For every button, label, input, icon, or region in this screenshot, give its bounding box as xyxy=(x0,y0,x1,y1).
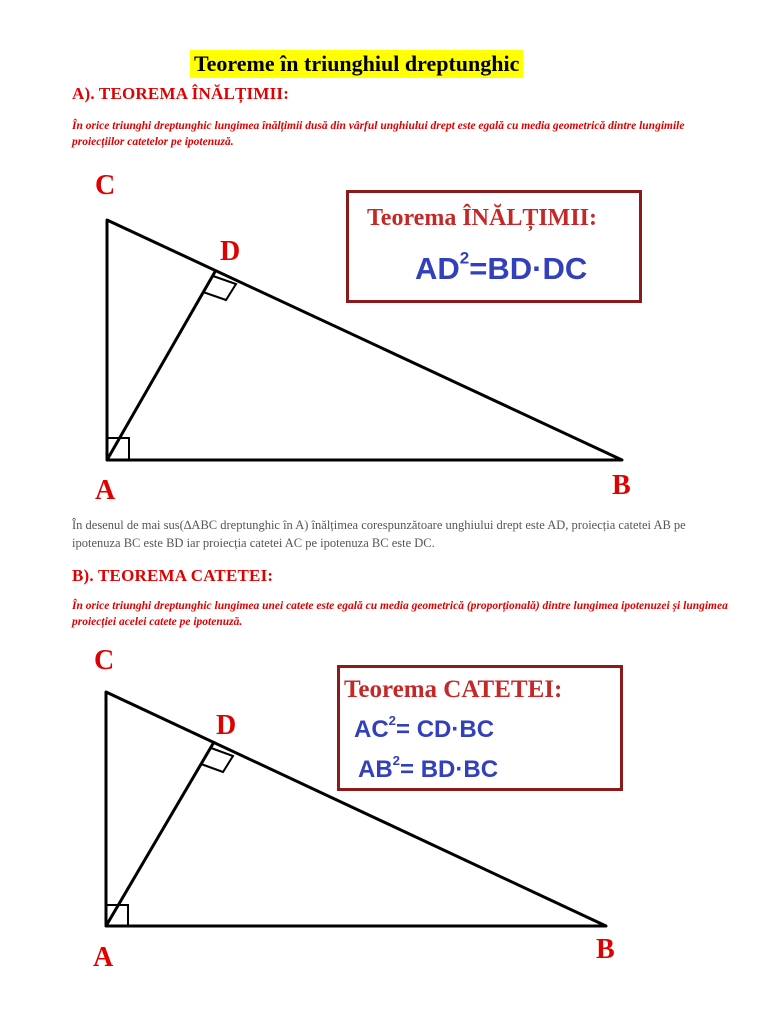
formula-b2-rhs: = BD·BC xyxy=(400,756,499,783)
formula-b1-lhs: AC xyxy=(354,716,389,743)
vertex-d-b: D xyxy=(216,710,237,741)
vertex-c-b: C xyxy=(94,645,115,676)
section-b-statement: În orice triunghi dreptunghic lungimea unei catete este egală cu media geometrică (proporțională) dintre lungimea ipotenuzei și lungimea proiecției acelei catete pe ipotenuză. xyxy=(72,600,728,628)
vertex-b-b: B xyxy=(596,934,615,965)
section-b-heading: B). TEOREMA CATETEI: xyxy=(72,566,274,585)
formula-a-lhs: AD xyxy=(415,251,460,286)
vertex-a-a: A xyxy=(95,475,116,506)
formula-a-exp: 2 xyxy=(459,248,470,268)
formula-b2-lhs: AB xyxy=(358,756,393,783)
formula-b2-exp: 2 xyxy=(392,753,401,769)
formula-b1-rhs: = CD·BC xyxy=(396,716,495,743)
box-title-a: Teorema ÎNĂLȚIMII: xyxy=(367,205,598,231)
vertex-b-a: B xyxy=(612,470,631,501)
right-angle-d-b xyxy=(201,748,233,772)
page-title: Teoreme în triunghiul dreptunghic xyxy=(190,50,523,78)
formula-a-rhs: =BD·DC xyxy=(469,251,588,286)
formula-b1 xyxy=(354,713,495,744)
vertex-c-a: C xyxy=(95,170,116,201)
section-a-heading: A). TEOREMA ÎNĂLȚIMII: xyxy=(72,84,290,103)
vertex-d-a: D xyxy=(220,236,241,267)
section-a-statement: În orice triunghi dreptunghic lungimea înălțimii dusă din vârful unghiului drept este egală cu media geometrică dintre lungimile proiecțiilor catetelor pe ipotenuză. xyxy=(72,120,685,148)
formula-b1-exp: 2 xyxy=(388,713,397,729)
altitude-ad-b xyxy=(106,742,214,926)
box-title-b: Teorema CATETEI: xyxy=(344,676,563,703)
section-a-description: În desenul de mai sus(∆ABC dreptunghic în A) înălțimea corespunzătoare unghiului drept este AD, proiecția catetei AB pe ipotenuza BC este BD iar proiecția catetei AC pe ipotenuza BC este DC. xyxy=(72,518,686,550)
theorem-box-b xyxy=(337,665,623,791)
formula-b2 xyxy=(358,753,499,784)
vertex-a-b: A xyxy=(93,942,114,973)
